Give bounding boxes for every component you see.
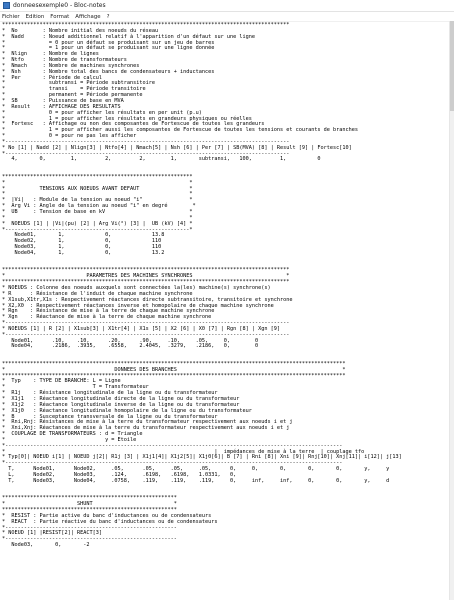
menu-help[interactable]: ? [106,13,110,20]
document-text[interactable] [0,21,450,549]
document-line: * R1j : Résistance longitudinale de la ligne ou du transformateur [2,390,218,397]
document-line: * Typ : TYPE DE BRANCHE: L = Ligne [2,378,121,385]
document-line: * T = Transformateur [2,384,149,391]
document-line: * = 0 pour un défaut se produisant sur un jeu de barres [2,39,215,46]
menu-format[interactable]: Format [50,13,70,20]
document-line: * 0 = pour ne pas les afficher [2,133,137,140]
document-line: * B : Susceptance transversale de la ligne ou du transformateur [2,413,218,420]
document-line: *------------------------------------------------------------------------------------------- [2,320,290,327]
document-line: Node01, .10, .10, .20, .90, .10, .05, 0, 0 [2,337,259,344]
document-line: ************************************************************* [2,173,193,180]
document-line: Node03, 1, 0, 110 [2,244,162,251]
document-line: ******************************************************************************************** [2,267,290,274]
document-line: * No [1] | Nadd [2] | Nlign[3] | Ntfo[4] | Nmach[5] | Nsh [6] | Per [7] | SB(MVA) [8] | Result [9] | Fortesc[10] [2,144,352,151]
document-line: * Nlign : Nombre de lignes [2,51,99,58]
document-line: * RESIST : Partie active du banc d'inductances ou de condensateurs [2,512,212,519]
document-line: * R : Résistance de l'induit de chaque machine synchrone [2,290,193,297]
document-line: * Rgn : Résistance de mise à la terre de chaque machine synchrone [2,308,215,315]
document-line: * COUPLAGE DE TRANSFORMATEURS : d = Triangle [2,431,143,438]
document-line: *------------------------------------------------------------------------------------------------------------ [2,442,343,449]
document-line: * | impédances de mise à la terre | couplage tfo [2,448,365,455]
document-line: *------------------------------------------------------------------------------------------- [2,138,290,145]
document-line: L, Node02, Node03, .124, .6198, .6198, 1.0331, 0, [2,471,237,478]
document-line: * Ntfo : Nombre de transformateurs [2,57,127,64]
document-line: Node04, 1, 0, 13.2 [2,249,165,256]
document-line: * Xgn : Réactance de mise à la terre de chaque machine synchrone [2,314,212,321]
window-titlebar [0,0,454,12]
document-line: * Typ[0]| NOEUD i[1] | NOEUD j[2]| R1j [3] | X1j1[4]| X1j2[5]| X1j0[6]| B [7] | Rni [8]| Xni [9]| Rnj[10]| Xnj[11]| i[12]| j[13] [2,454,402,461]
document-line: * NOEUDS [1] | |Vi|(pu) [2] | Arg Vi(°) [3] | UB (kV) [4] * [2,220,193,227]
document-line: *------------------------------------------------------- [2,524,177,531]
document-line: * Result : AFFICHAGE DES RESULTATS [2,103,121,110]
document-line: 4, 0, 1, 2, 2, 1, subtransi, 100, 1, 0 [2,156,321,163]
document-line: * transi = Période transitoire [2,86,146,93]
text-editor[interactable] [0,21,450,600]
document-line: T, Node01, Node02, .05, .05, .05, .05, 0, 0, 0, 0, 0, y, y [2,466,390,473]
vertical-scrollbar[interactable] [449,21,454,600]
document-line: ******************************************************************************************** [2,22,290,28]
scrollbar-thumb[interactable] [450,21,454,111]
document-line: * = 1 pour un défaut se produisant sur une ligne donnée [2,45,215,52]
notepad-icon [3,2,10,9]
document-line: Node04, .2186, .3935, .6558, 2.4045, .3279, .2186, 0, 0 [2,343,259,350]
document-line: * REACT : Partie réactive du banc d'inductances ou de condensateurs [2,518,218,525]
menu-edition[interactable]: Edition [25,13,45,20]
document-line: *------------------------------------------------------------------------------------------------------------ [2,460,343,467]
document-line: * SHUNT * [2,501,177,508]
document-line: * NOEUD [1] |RESIST[2]| REACT[3] [2,530,102,537]
document-line: * TENSIONS AUX NOEUDS AVANT DEFAUT * [2,185,193,192]
document-line: * SB : Puissance de base en MVA [2,97,124,104]
document-line: * X1j1 : Réactance longitudinale directe de la ligne ou du transformateur [2,396,240,402]
document-line: Node03, 0, -2 [2,542,90,549]
document-line: *------------------------------------------------------------------------------------------- [2,150,290,157]
document-line: ******************************************************************************************** [2,279,290,286]
document-line: T, Node03, Node04, .0758, .119, .119, .119, 0, inf, inf, 0, 0, y, d [2,477,390,484]
document-line: * 1 = pour afficher aussi les composantes de Fortescue de toutes les tensions et courants de branches [2,127,359,134]
document-line: *------------------------------------------------------------------------------------------- [2,331,290,338]
document-line: * NOEUDS : Colonne des noeuds auxquels sont connectées la(les) machine(s) synchrone(s) [2,284,271,291]
document-line: * * [2,191,193,198]
document-line: * Rni,Rnj: Résistances de mise à la terre du transformateur respectivement aux noeuds i et j [2,419,293,426]
document-line: * PARAMETRES DES MACHINES SYNCHRONES * [2,273,290,280]
document-line: * |Vi| : Module de la tension au noeud "i" * [2,197,193,204]
document-line: ******************************************************** [2,495,177,502]
document-line: * y = Etoile [2,436,137,443]
window-title: donneesexemple0 - Bloc-notes [13,2,106,9]
document-line: * UB : Tension de base en kV * [2,209,193,215]
document-line: ******************************************************** [2,507,177,514]
document-line: * * [2,179,193,186]
document-line: * X1j2 : Réactance longitudinale inverse de la ligne ou du transformateur [2,401,240,408]
document-line: Node01, 1, 0, 13.8 [2,232,165,239]
document-line: * 1 = pour afficher les résultats en grandeurs physiques ou réelles [2,115,252,122]
document-line: * Per : Période de calcul [2,74,102,81]
document-line: * NOEUDS [1] | R [2] | X1sub[3] | X1tr[4] | X1s [5] | X2 [6] | X0 [7] | Rgn [8] | Xgn [9] [2,325,280,332]
document-line: ************************************************************************************************************** [2,372,346,379]
document-line: *-----------------------------------------------------------* [2,226,193,233]
document-line: * Nmach : Nombre de machines synchrones [2,62,140,69]
document-line: * Xni,Xnj: Réactances de mise à la terre du transformateur respectivement aux noeuds i et j [2,425,290,432]
document-line: * Fortesc : Affichage ou non des composantes de Fortescue de toutes les grandeurs [2,121,265,128]
document-line: * DONNEES DES BRANCHES * [2,366,346,373]
document-line: * 0 = pour afficher les résultats en per unit (p.u) [2,109,202,116]
document-line: * X1j0 : Réactance longitudinale homopolaire de la ligne ou du transformateur [2,407,252,414]
document-line: Node02, 1, 0, 110 [2,238,162,245]
document-line: * Arg Vi : Angle de la tension au noeud "i" en degré * [2,203,196,210]
document-line: * permanent = Période permanente [2,92,143,99]
document-line: * Nadd : Noeud additionnel relatif à l'apparition d'un défaut sur une ligne [2,33,255,40]
document-line: * Nsh : Nombre total des bancs de condensateurs + inductances [2,68,215,75]
document-line: *------------------------------------------------------- [2,536,177,543]
document-line: * X2,X0 : Respectivement réactances inverse et homopolaire de chaque machine synchrone [2,302,274,309]
document-line: ************************************************************************************************************** [2,360,346,367]
menu-fichier[interactable]: Fichier [2,13,20,20]
document-line: * subtransi = Période subtransitoire [2,80,156,87]
document-line: * X1sub,X1tr,X1s : Respectivement réactances directe subtransitoire, transitoire et synchrone [2,296,293,303]
document-line: * * [2,214,193,221]
menu-affichage[interactable]: Affichage [75,13,101,20]
document-line: * No : Nombre initial des noeuds du réseau [2,27,159,34]
